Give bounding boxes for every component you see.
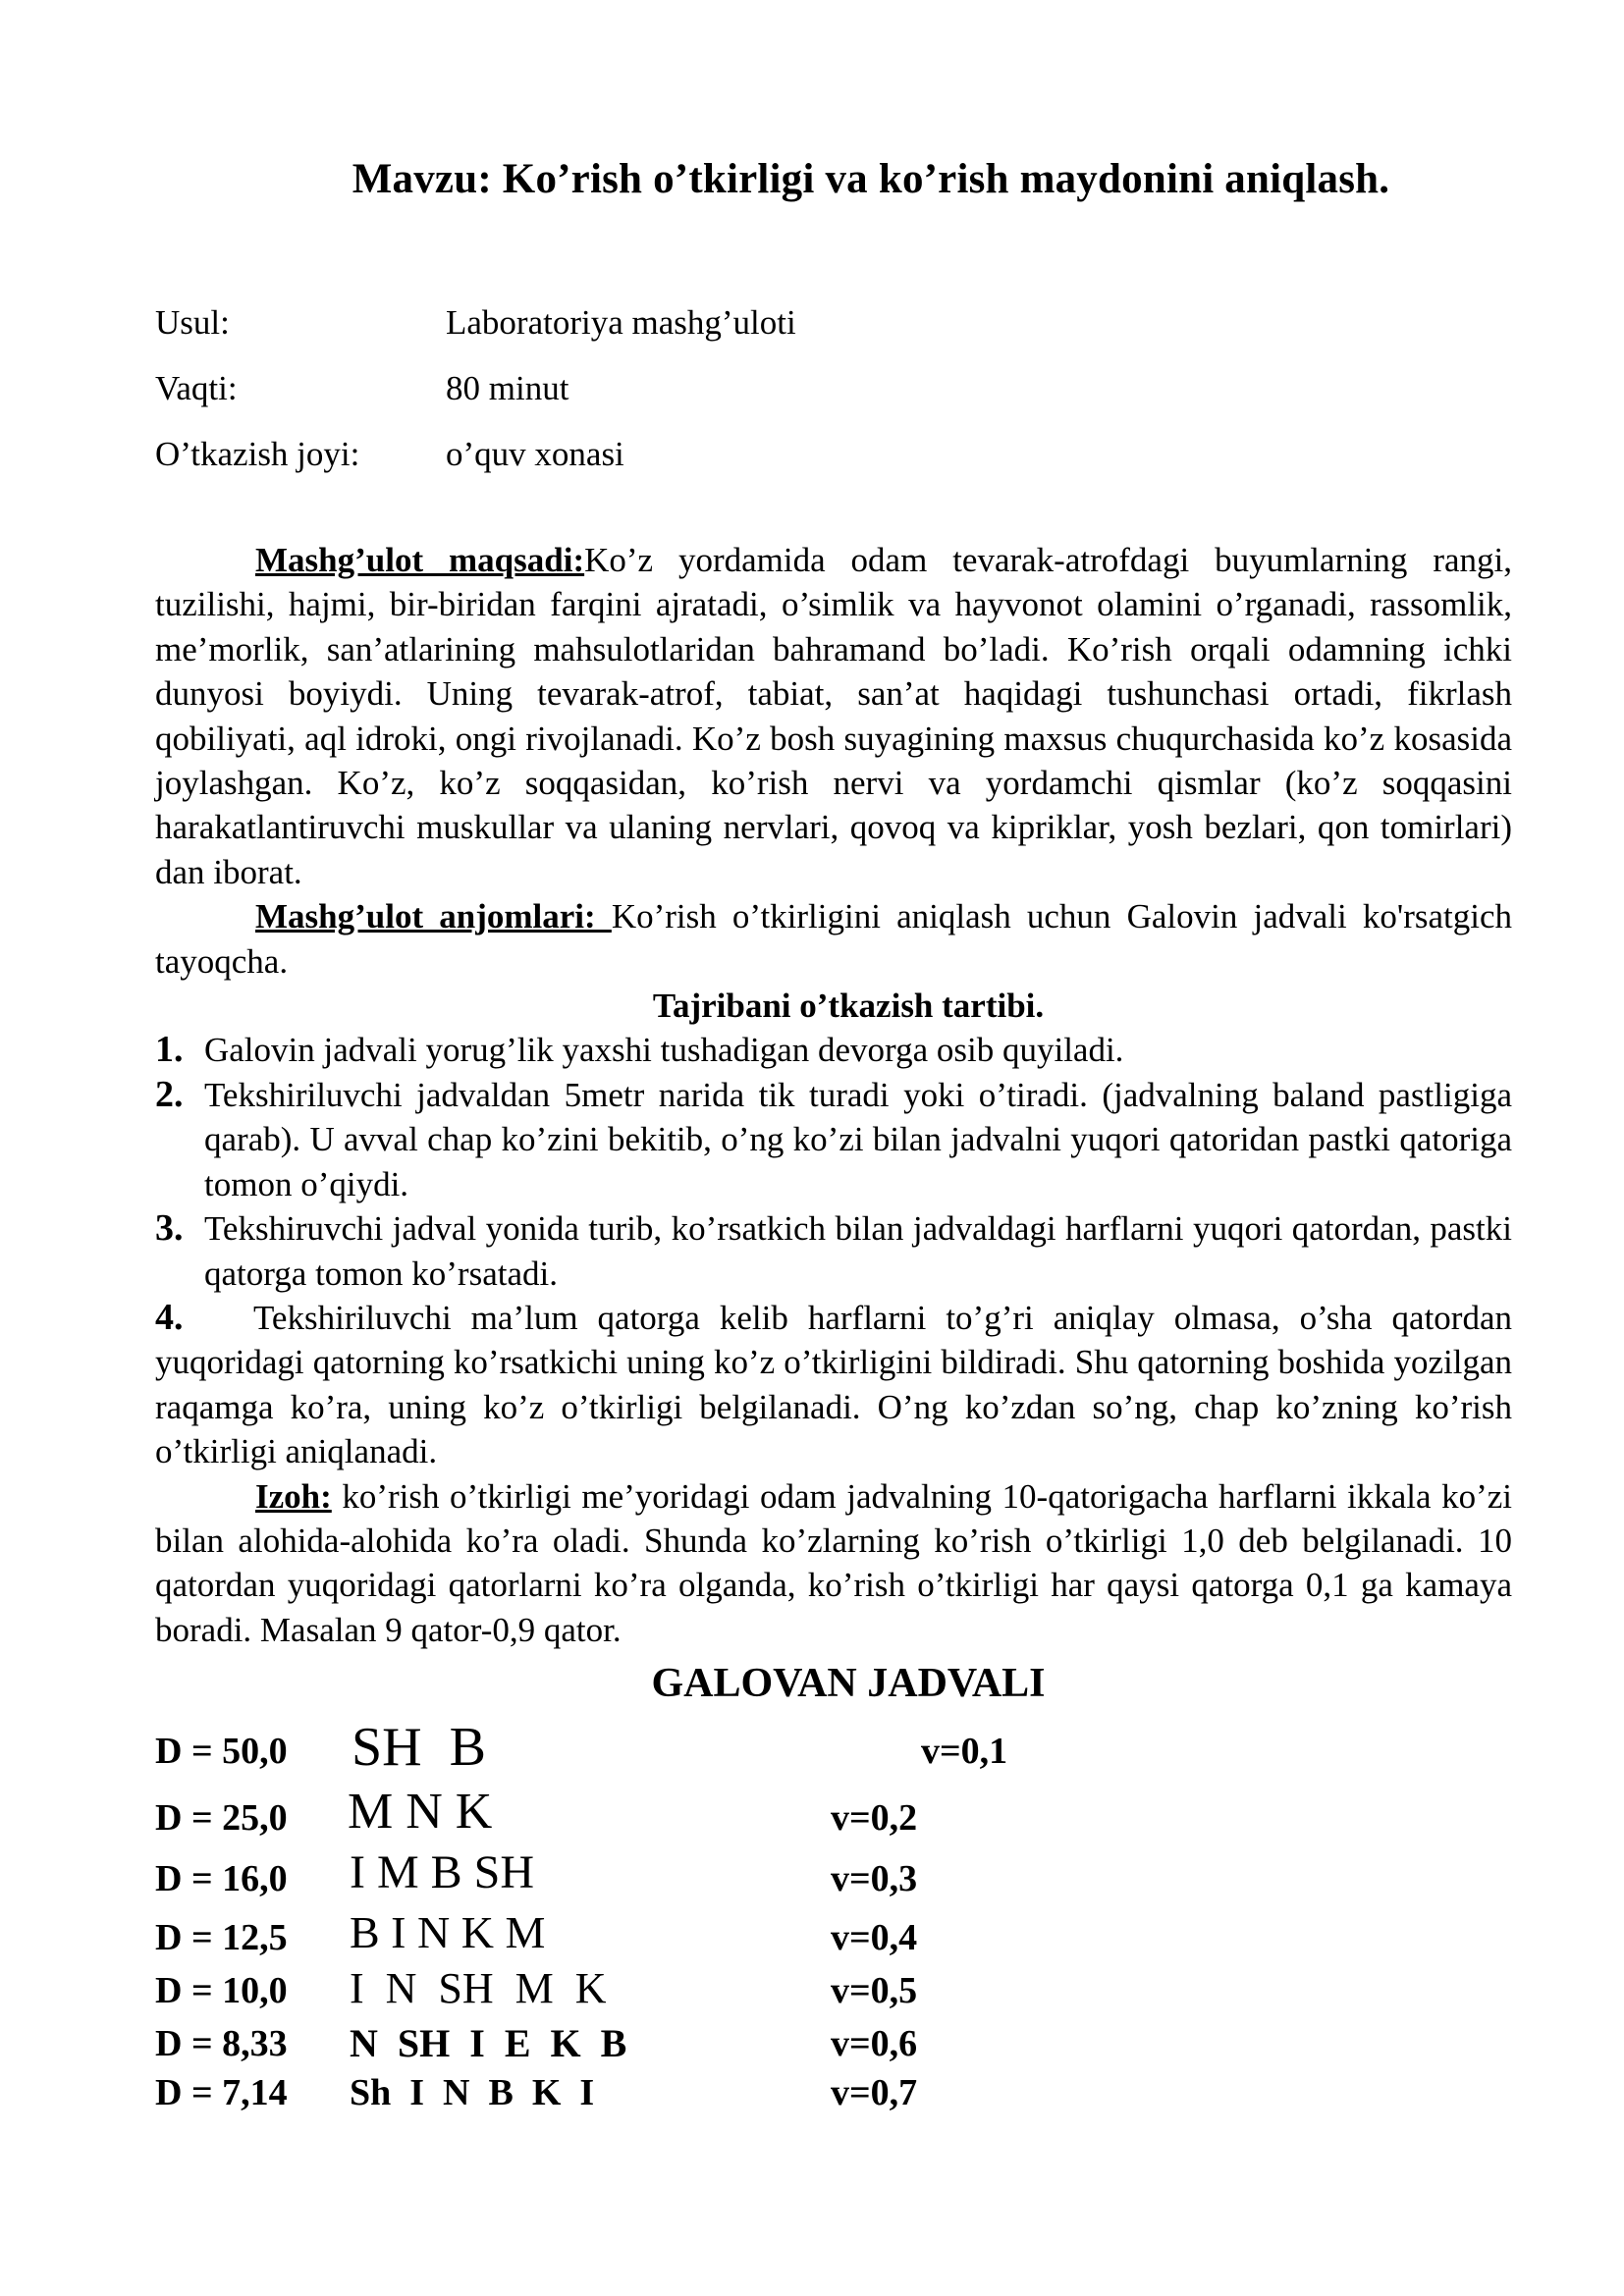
document-body — [155, 538, 1512, 1707]
list-item — [155, 1206, 1512, 1296]
chart-letters: I M B SH — [350, 1846, 535, 1898]
goal-label: Mashg’ulot maqsadi: — [255, 541, 585, 579]
list-item — [155, 1073, 1512, 1206]
table-row — [155, 1961, 1432, 2016]
table-row — [155, 2069, 1432, 2122]
meta-row-place — [155, 421, 796, 487]
meta-row-time — [155, 355, 796, 421]
acuity-value: v=0,7 — [831, 2072, 918, 2113]
table-row — [155, 1843, 1432, 1904]
procedure-steps — [155, 1028, 1512, 1473]
materials-text: Ko’rish o’tkirligini aniqlash uchun Galovin jadvali ko'rsatgich tayoqcha. — [155, 897, 1512, 981]
step-text: Galovin jadvali yorug’lik yaxshi tushadigan devorga osib quyiladi. — [204, 1031, 1124, 1070]
acuity-value: v=0,6 — [831, 2023, 918, 2064]
meta-label: Vaqti: — [155, 368, 238, 407]
list-item — [155, 1028, 1512, 1072]
distance-value: D = 8,33 — [155, 2023, 288, 2064]
page-title: Mavzu: Ko’rish o’tkirligi va ko’rish maydonini aniqlash. — [352, 156, 1390, 202]
note-text: ko’rish o’tkirligi me’yoridagi odam jadvalning 10-qatorigacha harflarni ikkala ko’zi bilan alohida-alohida ko’ra oladi. Shunda ko’zlarning ko’rish o’tkirligi 1,0 deb belgilanadi. 10 qatordan yuqoridagi qatorlarni ko’ra olganda, ko’rish o’tkirligi har qaysi qatorga 0,1 ga kamaya boradi. Masalan 9 qator-0,9 qator. — [155, 1476, 1512, 1649]
list-item — [155, 1296, 1512, 1474]
table-row — [155, 1716, 1432, 1781]
chart-letters: M N K — [348, 1784, 493, 1840]
step-number: 4. — [155, 1296, 184, 1338]
meta-label: Usul: — [155, 302, 230, 342]
acuity-value: v=0,2 — [831, 1797, 918, 1839]
step-number: 2. — [155, 1073, 184, 1115]
table-row — [155, 2016, 1432, 2069]
chart-letters: N SH I E K B — [350, 2021, 627, 2065]
distance-value: D = 16,0 — [155, 1858, 288, 1899]
step-number: 3. — [155, 1207, 184, 1250]
goal-text: Ko’z yordamida odam tevarak-atrofdagi buyumlarning rangi, tuzilishi, hajmi, bir-biridan farqini ajratadi, o’simlik va hayvonot olamini o’rganadi, rassomlik, me’morlik, san’atlarining mahsulotlaridan bahramand bo’ladi. Ko’rish orqali odamning ichki dunyosi boyiydi. Uning tevarak-atrof, tabiat, san’at haqidagi tushunchasi ortadi, fikrlash qobiliyati, aql idroki, ongi rivojlanadi. Ko’z bosh suyagining maxsus chuqurchasida ko’z kosasida joylashgan. Ko’z, ko’z soqqasidan, ko’rish nervi va yordamchi qismlar (ko’z soqqasini harakatlantiruvchi muskullar va ulaning nervlari, qovoq va kipriklar, yosh bezlari, qon tomirlari) dan iborat. — [155, 541, 1512, 891]
meta-label: O’tkazish joyi: — [155, 434, 360, 473]
note-label: Izoh: — [255, 1476, 332, 1516]
step-number: 1. — [155, 1029, 184, 1071]
meta-value: Laboratoriya mashg’uloti — [446, 302, 796, 342]
goal-paragraph — [155, 538, 1512, 894]
distance-value: D = 7,14 — [155, 2072, 288, 2113]
procedure-title: Tajribani o’tkazish tartibi. — [652, 987, 1045, 1026]
meta-block — [155, 290, 796, 487]
note-paragraph — [155, 1474, 1512, 1653]
materials-label: Mashg’ulot anjomlari: — [255, 897, 612, 936]
materials-paragraph — [155, 894, 1512, 984]
acuity-value: v=0,5 — [831, 1970, 918, 2011]
distance-value: D = 25,0 — [155, 1797, 288, 1839]
meta-row-method — [155, 290, 796, 355]
step-text: Tekshiruvchi jadval yonida turib, ko’rsatkich bilan jadvaldagi harflarni yuqori qatordan, pastki qatorga tomon ko’rsatadi. — [204, 1209, 1512, 1293]
table-row — [155, 1904, 1432, 1961]
step-text: Tekshiriluvchi jadvaldan 5metr narida tik turadi yoki o’tiradi. (jadvalning baland pastligiga qarab). U avval chap ko’zini bekitib, o’ng ko’zi bilan jadvalni yuqori qatoridan pastki qatoriga tomon o’qiydi. — [204, 1075, 1512, 1203]
chart-letters: B I N K M — [350, 1907, 546, 1957]
chart-letters: I N SH M K — [350, 1964, 607, 2012]
distance-value: D = 10,0 — [155, 1970, 288, 2011]
acuity-value: v=0,3 — [831, 1858, 918, 1899]
meta-value: 80 minut — [446, 368, 569, 407]
distance-value: D = 50,0 — [155, 1731, 288, 1772]
acuity-value: v=0,1 — [921, 1731, 1008, 1772]
meta-value: o’quv xonasi — [446, 434, 624, 473]
chart-letters: SH B — [352, 1717, 486, 1778]
step-text: Tekshiriluvchi ma’lum qatorga kelib harflarni to’g’ri aniqlay olmasa, o’sha qatordan yuqoridagi qatorning ko’rsatkichi uning ko’z o’tkirligini bildiradi. Shu qatorning boshida yozilgan raqamga ko’ra, uning ko’z o’tkirligi belgilanadi. O’ng ko’zdan so’ng, chap ko’zning ko’rish o’tkirligi aniqlanadi. — [155, 1298, 1512, 1471]
acuity-value: v=0,4 — [831, 1917, 918, 1958]
distance-value: D = 12,5 — [155, 1917, 288, 1958]
chart-letters: Sh I N B K I — [350, 2072, 595, 2113]
table-title: GALOVAN JADVALI — [651, 1661, 1046, 1707]
eye-chart — [155, 1716, 1432, 2122]
table-row — [155, 1781, 1432, 1843]
